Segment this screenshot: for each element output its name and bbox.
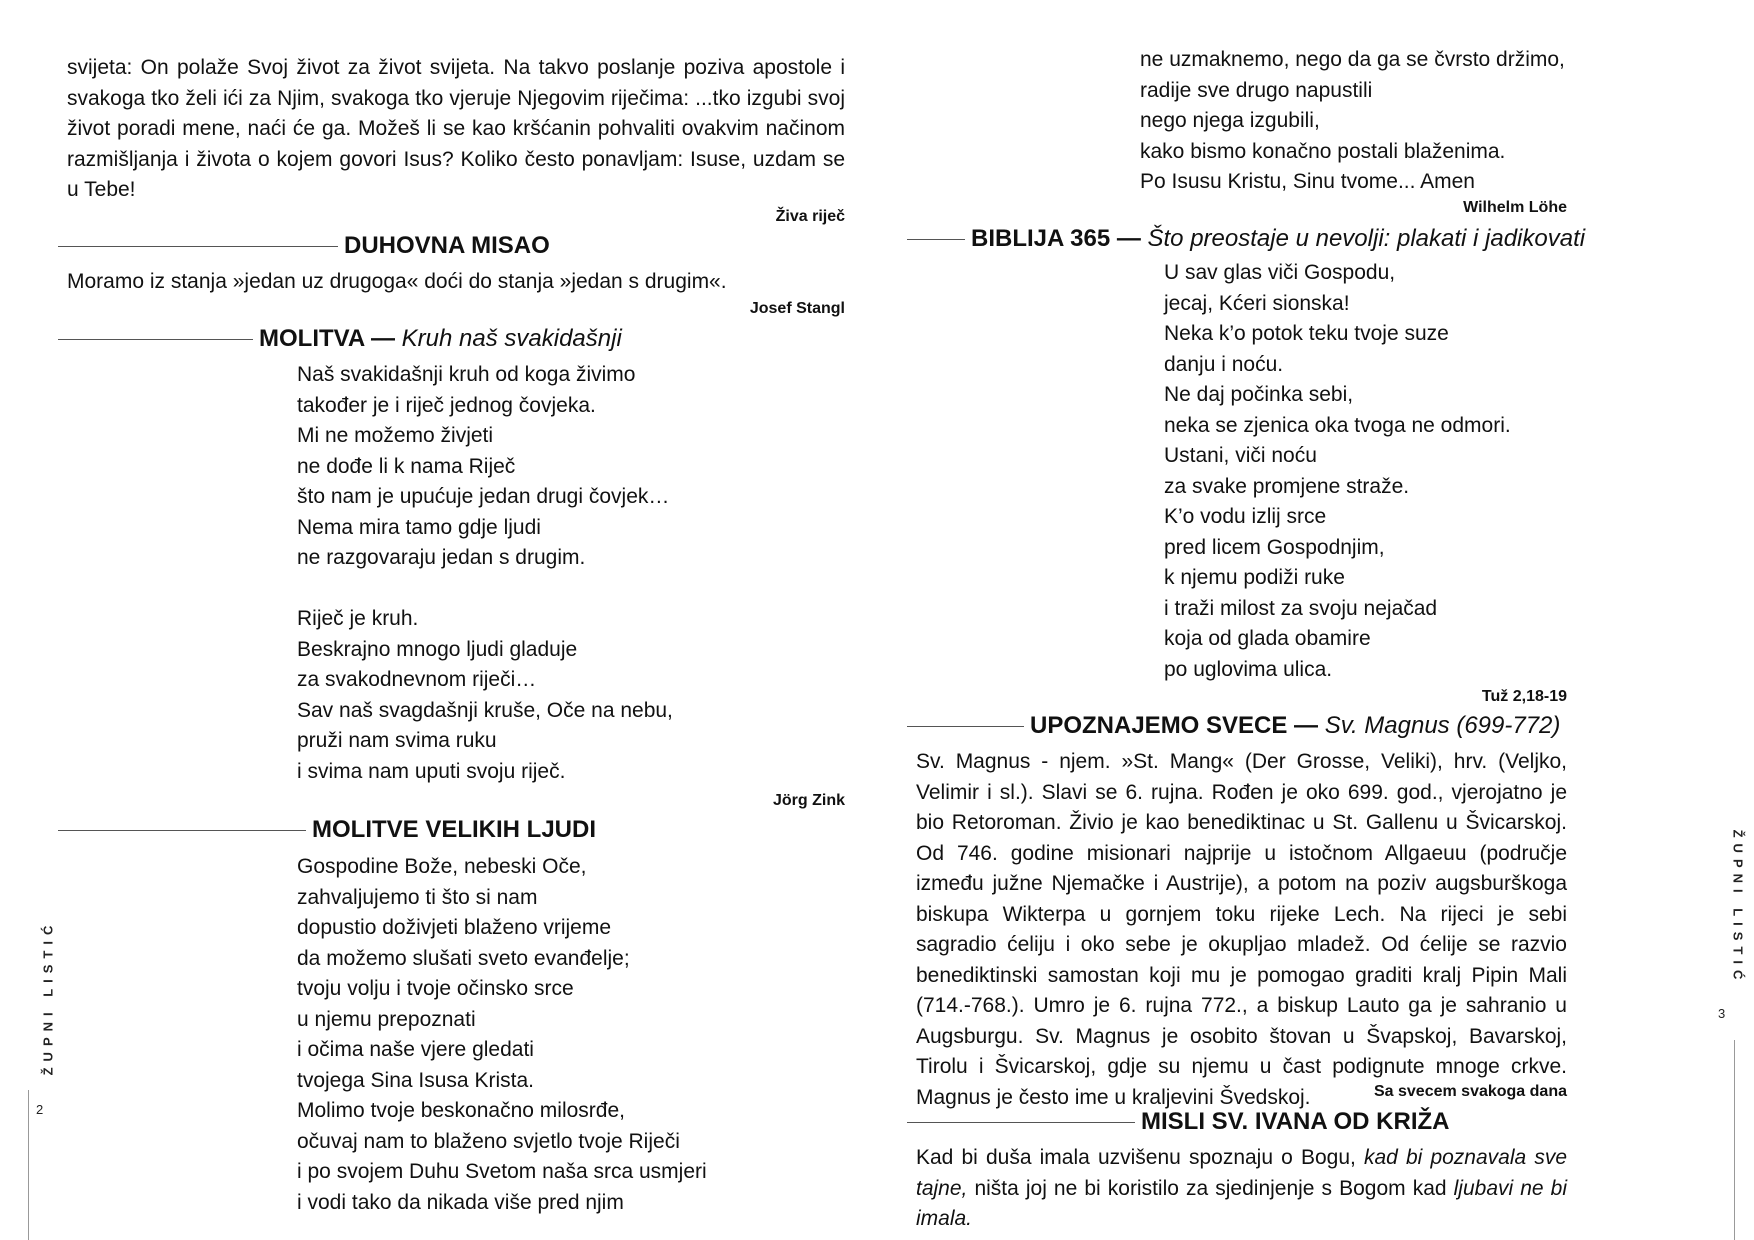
poem-line: da možemo slušati sveto evanđelje; — [297, 946, 630, 970]
poem-line — [297, 574, 673, 605]
poem-line: Riječ je kruh. — [297, 607, 419, 630]
heading-rule — [907, 239, 965, 240]
poem-line: Neka k’o potok teku tvoje suze — [1164, 322, 1449, 345]
poem-line: također je i riječ jednog čovjeka. — [297, 393, 596, 417]
poem-line: očuvaj nam to blaženo svjetlo tvoje Riječi — [297, 1129, 680, 1153]
poem-line: neka se zjenica oka tvoga ne odmori. — [1164, 413, 1511, 437]
heading-subtitle: Sv. Magnus (699-772) — [1324, 712, 1561, 739]
heading-title: UPOZNAJEMO SVECE — — [1030, 712, 1319, 739]
duhovna-misao-attribution: Josef Stangl — [749, 300, 845, 317]
poem-line: zahvaljujemo ti što si nam — [297, 885, 538, 909]
biblija-heading — [907, 225, 1585, 253]
biblija-attribution: Tuž 2,18-19 — [1481, 688, 1567, 705]
heading-title: BIBLIJA 365 — — [971, 225, 1141, 252]
poem-line: po uglovima ulica. — [1164, 657, 1333, 681]
poem-line: ne razgovaraju jedan s drugim. — [297, 546, 586, 569]
molitve-velikih-heading — [58, 816, 596, 844]
heading-title: MISLI SV. IVANA OD KRIŽA — [1141, 1108, 1450, 1135]
heading-rule — [907, 726, 1024, 727]
heading-subtitle: Što preostaje u nevolji: plakati i jadikovati — [1147, 225, 1586, 252]
poem-line: k njemu podiži ruke — [1164, 566, 1345, 589]
heading-title: MOLITVE VELIKIH LJUDI — [312, 816, 597, 843]
molitve-velikih-poem — [297, 852, 707, 1218]
poem-line: tvojega Sina Isusa Krista. — [297, 1068, 534, 1092]
side-label: ŽUPNI LISTIĆ — [40, 919, 56, 1076]
poem-line: dopustio doživjeti blaženo vrijeme — [297, 916, 612, 939]
right-page — [877, 0, 1754, 1240]
poem-line: Ne daj počinka sebi, — [1164, 383, 1354, 406]
side-label: ŽUPNI LISTIĆ — [1730, 829, 1746, 986]
side-divider — [28, 1090, 29, 1240]
poem-line: i vodi tako da nikada više pred njim — [297, 1190, 624, 1214]
poem-line: i traži milost za svoju nejačad — [1164, 596, 1438, 620]
heading-rule — [58, 339, 253, 340]
heading-title: DUHOVNA MISAO — [344, 232, 550, 259]
poem-line: za svake promjene straže. — [1164, 474, 1410, 498]
svece-heading — [907, 712, 1560, 740]
poem-line: Naš svakidašnji kruh od koga živimo — [297, 363, 636, 386]
poem-line: nego njega izgubili, — [1140, 109, 1320, 132]
poem-line: jecaj, Kćeri sionska! — [1164, 291, 1350, 315]
misli-text: ništa joj ne bi koristilo za sjedinjenje s Bogom kad — [967, 1176, 1454, 1200]
duhovna-misao-text: Moramo iz stanja »jedan uz drugoga« doći do stanja »jedan s drugim«. — [67, 270, 727, 293]
biblija-poem — [1164, 258, 1511, 685]
poem-line: danju i noću. — [1164, 352, 1284, 376]
poem-line: ne uzmaknemo, nego da ga se čvrsto držimo, — [1140, 48, 1565, 71]
poem-line: Gospodine Bože, nebeski Oče, — [297, 855, 587, 878]
poem-line: U sav glas viči Gospodu, — [1164, 261, 1396, 284]
poem-line: Beskrajno mnogo ljudi gladuje — [297, 637, 578, 661]
molitva-poem — [297, 360, 673, 787]
poem-line: Ustani, viči noću — [1164, 444, 1317, 467]
poem-line: pred licem Gospodnjim, — [1164, 535, 1385, 559]
poem-line: Nema mira tamo gdje ljudi — [297, 515, 541, 539]
misli-emphasis: kad bi poznavala sve tajne, — [916, 1146, 1567, 1200]
poem-line: pruži nam svima ruku — [297, 729, 497, 752]
heading-subtitle: Kruh naš svakidašnji — [401, 325, 622, 352]
svece-attribution: Sa svecem svakoga dana — [1373, 1083, 1567, 1100]
misli-text: Kad bi duša imala uzvišenu spoznaju o Bogu, — [916, 1146, 1364, 1169]
poem-line: radije sve drugo napustili — [1140, 78, 1373, 102]
poem-line: Mi ne možemo živjeti — [297, 424, 494, 447]
poem-line: Molimo tvoje beskonačno milosrđe, — [297, 1099, 625, 1122]
heading-title: MOLITVA — — [259, 325, 395, 352]
poem-line: i po svojem Duhu Svetom naša srca usmjeri — [297, 1160, 707, 1183]
duhovna-misao-heading — [58, 232, 550, 260]
poem-line: i očima naše vjere gledati — [297, 1038, 534, 1061]
poem-line: tvoju volju i tvoje očinsko srce — [297, 977, 574, 1000]
poem-line: kako bismo konačno postali blaženima. — [1140, 139, 1506, 163]
side-divider — [1734, 1040, 1735, 1240]
molitva-heading — [58, 325, 622, 353]
prayer-continued-attribution: Wilhelm Löhe — [1463, 199, 1567, 216]
misli-emphasis: ljubavi ne bi imala. — [916, 1176, 1568, 1230]
page-number: 2 — [36, 1102, 44, 1117]
page-number: 3 — [1718, 1006, 1726, 1021]
prayer-continued-poem — [1140, 45, 1565, 198]
poem-line: u njemu prepoznati — [297, 1007, 476, 1031]
heading-rule — [58, 830, 306, 831]
intro-paragraph: svijeta: On polaže Svoj život za život svijeta. Na takvo poslanje poziva apostole i svakoga tko želi ići za Njim, svakoga tko vjeruje Njegovim riječima: ...tko izgubi svoj život poradi mene, naći će ga. Možeš li se kao kršćanin pohvaliti ovakvim načinom razmišljanja i života o kojem govori Isus? Koliko često ponavljam: Isuse, uzdam se u Tebe! — [67, 56, 845, 201]
poem-line: i svima nam uputi svoju riječ. — [297, 759, 566, 783]
poem-line: što nam je upućuje jedan drugi čovjek… — [297, 485, 670, 508]
intro-attribution: Živa riječ — [775, 208, 845, 225]
poem-line: koja od glada obamire — [1164, 627, 1371, 650]
misli-heading — [907, 1108, 1449, 1136]
poem-line: ne dođe li k nama Riječ — [297, 454, 516, 478]
side-tab-left — [28, 919, 56, 1240]
heading-rule — [58, 246, 338, 247]
molitva-attribution: Jörg Zink — [772, 792, 845, 809]
heading-rule — [907, 1122, 1135, 1123]
side-tab-right — [1712, 829, 1746, 1240]
poem-line: Sav naš svagdašnji kruše, Oče na nebu, — [297, 698, 673, 722]
poem-line: Po Isusu Kristu, Sinu tvome... Amen — [1140, 170, 1475, 193]
poem-line: K’o vodu izlij srce — [1164, 505, 1327, 528]
misli-paragraph — [916, 1143, 1567, 1235]
poem-line: za svakodnevnom riječi… — [297, 668, 537, 691]
svece-paragraph: Sv. Magnus - njem. »St. Mang« (Der Grosse, Veliki), hrv. (Veljko, Velimir i sl.). Slavi se 6. rujna. Rođen je oko 699. god., vjerojatno je bio Retoroman. Živio je kao benediktinac u St. Gallenu u Švicarskoj. Od 746. godine misionari najprije u istočnom Allgaeuu (područje između južne Njemačke i Austrije), a potom na poziv augsburškoga biskupa Wikterpa u gornjem toku rijeke Lech. Na rijeci je sebi sagradio ćeliju i oko sebe je okupljao mladež. Od ćelije se razvio benediktinski samostan koji mu je pomogao graditi kralj Pipin Mali (714.-768.). Umro je 6. rujna 772., a biskup Lauto ga je sahranio u Augsburgu. Sv. Magnus je osobito štovan u Švapskoj, Bavarskoj, Tirolu i Švicarskoj, gdje su njemu u čast podignute mnoge crkve. Magnus je često ime u kraljevini Švedskoj. — [916, 750, 1567, 1109]
